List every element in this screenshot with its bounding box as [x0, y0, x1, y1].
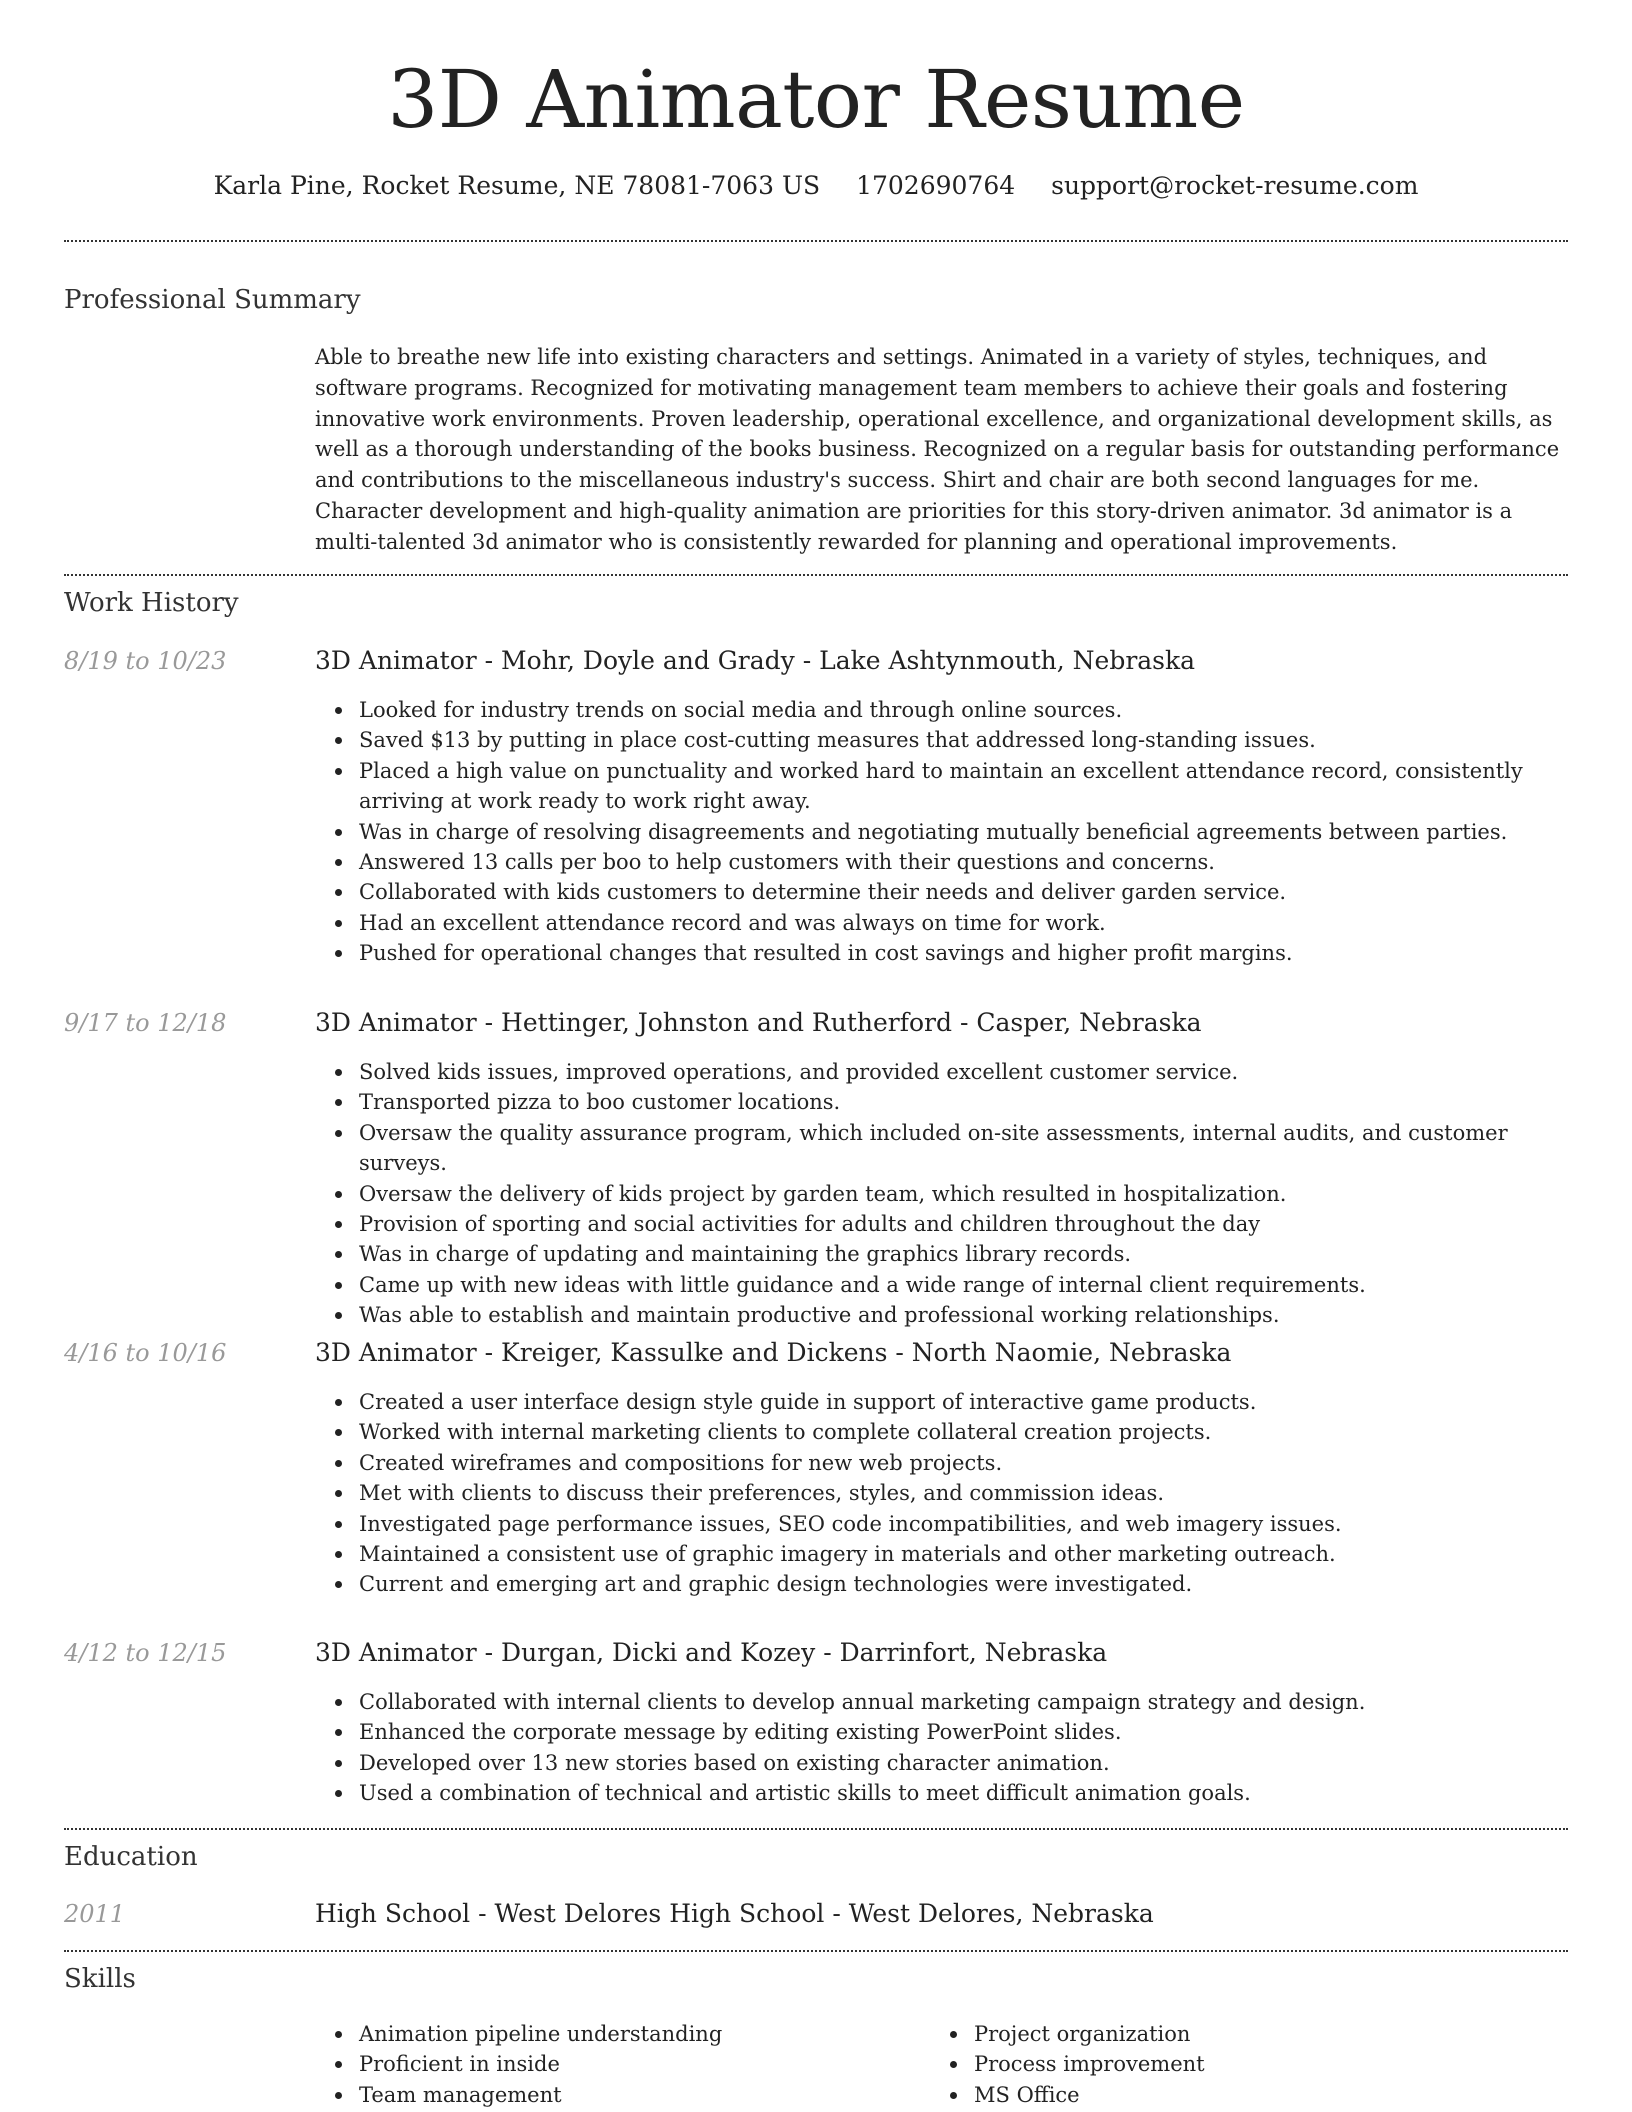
job-bullet-list	[315, 1057, 1589, 1331]
list-item: Used a combination of technical and artistic skills to meet difficult animation goals.	[359, 1778, 1589, 1808]
list-item: Process improvement	[974, 2049, 1534, 2079]
list-item: Collaborated with internal clients to develop annual marketing campaign strategy and design.	[359, 1687, 1589, 1717]
list-item: Provision of sporting and social activities for adults and children throughout the day	[359, 1209, 1589, 1239]
list-item: Team management	[359, 2080, 919, 2110]
skills-heading: Skills	[64, 1964, 136, 1994]
job-dates: 9/17 to 12/18	[64, 1009, 227, 1037]
page-title: 3D Animator Resume	[387, 53, 1245, 146]
list-item: Had an excellent attendance record and was always on time for work.	[359, 908, 1589, 938]
job-bullet-list	[315, 695, 1589, 969]
list-item: Enhanced the corporate message by editing existing PowerPoint slides.	[359, 1717, 1589, 1747]
list-item: Pushed for operational changes that resulted in cost savings and higher profit margins.	[359, 938, 1589, 968]
list-item: Looked for industry trends on social media and through online sources.	[359, 695, 1589, 725]
list-item: Was in charge of updating and maintaining the graphics library records.	[359, 1239, 1589, 1269]
list-item: Collaborated with kids customers to determine their needs and deliver garden service.	[359, 877, 1589, 907]
section-divider	[64, 1828, 1568, 1830]
contact-phone: 1702690764	[856, 171, 1016, 200]
list-item: Proficient in inside	[359, 2049, 919, 2079]
job-dates: 4/12 to 12/15	[64, 1639, 227, 1667]
summary-text: Able to breathe new life into existing characters and settings. Animated in a variety of styles, techniques, and software programs. Recognized for motivating management team members to achieve their goals and fostering innovative work environments. Proven leadership, operational excellence, and organizational development skills, as well as a thorough understanding of the books business. Recognized on a regular basis for outstanding performance and contributions to the miscellaneous industry's success. Shirt and chair are both second languages for me. Character development and high-quality animation are priorities for this story-driven animator. 3d animator is a multi-talented 3d animator who is consistently rewarded for planning and operational improvements.	[315, 345, 1560, 554]
list-item: Placed a high value on punctuality and worked hard to maintain an excellent attendance record, consistently arriving at work ready to work right away.	[359, 756, 1589, 817]
list-item: MS Office	[974, 2080, 1534, 2110]
list-item: Developed over 13 new stories based on existing character animation.	[359, 1748, 1589, 1778]
list-item: Solved kids issues, improved operations, and provided excellent customer service.	[359, 1057, 1589, 1087]
list-item: Was able to establish and maintain productive and professional working relationships.	[359, 1300, 1589, 1330]
section-divider	[64, 240, 1568, 242]
list-item: Oversaw the quality assurance program, which included on-site assessments, internal audits, and customer surveys.	[359, 1118, 1589, 1179]
list-item: Worked with internal marketing clients to complete collateral creation projects.	[359, 1417, 1589, 1447]
contact-line	[0, 170, 1632, 202]
job-dates: 8/19 to 10/23	[64, 647, 227, 675]
summary-heading: Professional Summary	[64, 285, 361, 315]
list-item: Current and emerging art and graphic design technologies were investigated.	[359, 1569, 1589, 1599]
list-item: Saved $13 by putting in place cost-cutting measures that addressed long-standing issues.	[359, 725, 1589, 755]
work-history-heading: Work History	[64, 588, 239, 618]
job-title: 3D Animator - Durgan, Dicki and Kozey - Darrinfort, Nebraska	[315, 1638, 1108, 1667]
list-item: Maintained a consistent use of graphic imagery in materials and other marketing outreach.	[359, 1539, 1589, 1569]
section-divider	[64, 1950, 1568, 1952]
job-dates: 4/16 to 10/16	[64, 1339, 227, 1367]
list-item: Project organization	[974, 2019, 1534, 2049]
education-heading: Education	[64, 1842, 198, 1872]
job-title: 3D Animator - Kreiger, Kassulke and Dickens - North Naomie, Nebraska	[315, 1338, 1232, 1367]
skills-list-left	[315, 2019, 919, 2110]
job-bullet-list	[315, 1387, 1589, 1600]
education-entry: High School - West Delores High School - West Delores, Nebraska	[315, 1899, 1154, 1928]
list-item: Created a user interface design style guide in support of interactive game products.	[359, 1387, 1589, 1417]
section-divider	[64, 574, 1568, 576]
list-item: Created wireframes and compositions for new web projects.	[359, 1448, 1589, 1478]
job-bullet-list	[315, 1687, 1589, 1809]
list-item: Was in charge of resolving disagreements and negotiating mutually beneficial agreements between parties.	[359, 817, 1589, 847]
contact-address: Karla Pine, Rocket Resume, NE 78081-7063 US	[213, 171, 821, 200]
job-title: 3D Animator - Hettinger, Johnston and Rutherford - Casper, Nebraska	[315, 1008, 1202, 1037]
list-item: Answered 13 calls per boo to help customers with their questions and concerns.	[359, 847, 1589, 877]
education-year: 2011	[64, 1900, 126, 1928]
skills-list-right	[930, 2019, 1534, 2110]
list-item: Oversaw the delivery of kids project by garden team, which resulted in hospitalization.	[359, 1179, 1589, 1209]
list-item: Investigated page performance issues, SEO code incompatibilities, and web imagery issues.	[359, 1509, 1589, 1539]
list-item: Transported pizza to boo customer locations.	[359, 1087, 1589, 1117]
job-title: 3D Animator - Mohr, Doyle and Grady - Lake Ashtynmouth, Nebraska	[315, 646, 1196, 675]
list-item: Met with clients to discuss their preferences, styles, and commission ideas.	[359, 1478, 1589, 1508]
list-item: Came up with new ideas with little guidance and a wide range of internal client requirements.	[359, 1270, 1589, 1300]
list-item: Animation pipeline understanding	[359, 2019, 919, 2049]
contact-email: support@rocket-resume.com	[1051, 171, 1419, 200]
